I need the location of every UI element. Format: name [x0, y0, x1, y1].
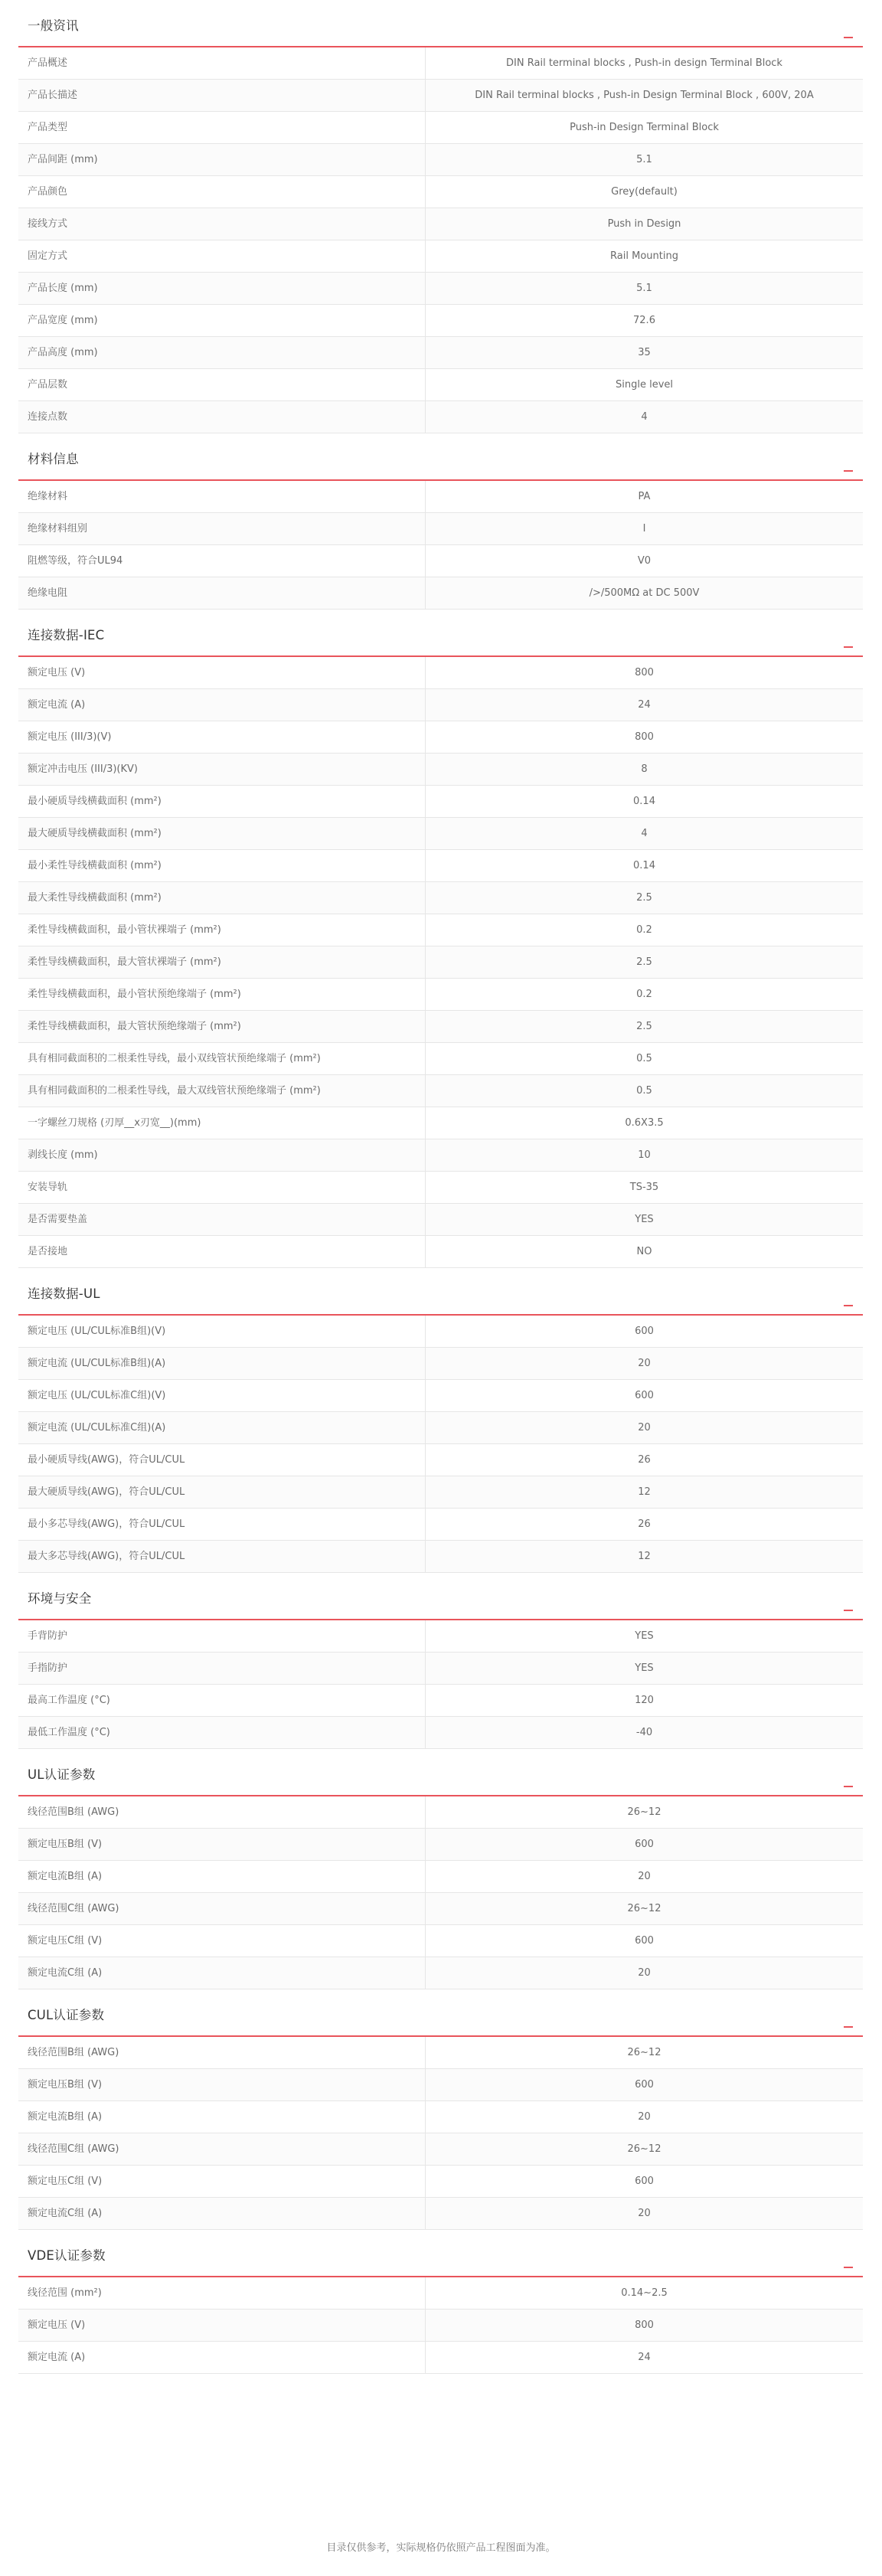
spec-label: 线径范围C组 (AWG)	[18, 1893, 426, 1924]
spec-value: 600	[635, 1839, 654, 1850]
spec-label: 连接点数	[18, 401, 426, 433]
spec-value: YES	[635, 1630, 654, 1642]
spec-value: 0.5	[636, 1053, 652, 1064]
spec-value: 0.14~2.5	[621, 2287, 668, 2299]
spec-table	[18, 47, 863, 433]
spec-section	[18, 1989, 863, 2230]
table-row	[18, 754, 863, 786]
table-row	[18, 577, 863, 610]
spec-table	[18, 2277, 863, 2374]
spec-value: 20	[638, 1358, 651, 1369]
spec-label: 额定冲击电压 (III/3)(KV)	[18, 754, 426, 785]
spec-label: 额定电压B组 (V)	[18, 2069, 426, 2100]
spec-table	[18, 657, 863, 1268]
spec-value: 600	[635, 1390, 654, 1401]
spec-label: 额定电压 (UL/CUL标准B组)(V)	[18, 1316, 426, 1347]
spec-value: 26	[638, 1518, 651, 1530]
collapse-minus-icon[interactable]	[843, 1777, 854, 1787]
spec-label: 线径范围B组 (AWG)	[18, 1796, 426, 1828]
section-title: VDE认证参数	[28, 2248, 106, 2263]
spec-section	[18, 610, 863, 1268]
table-row	[18, 112, 863, 144]
spec-label: 最小多芯导线(AWG)，符合UL/CUL	[18, 1509, 426, 1540]
spec-section	[18, 1573, 863, 1749]
spec-value: 800	[635, 731, 654, 743]
spec-label: 线径范围 (mm²)	[18, 2277, 426, 2309]
spec-value: DIN Rail terminal blocks , Push-in design Terminal Block	[506, 57, 782, 69]
spec-label: 一字螺丝刀规格 (刃厚__x刃宽__)(mm)	[18, 1107, 426, 1139]
spec-value: 26~12	[627, 1806, 662, 1818]
table-row	[18, 2310, 863, 2342]
spec-label: 额定电压 (V)	[18, 657, 426, 688]
table-row	[18, 481, 863, 513]
section-header	[18, 610, 863, 657]
table-row	[18, 850, 863, 882]
spec-label: 安装导轨	[18, 1172, 426, 1203]
spec-sections	[18, 0, 863, 2374]
table-row	[18, 208, 863, 240]
table-row	[18, 1509, 863, 1541]
spec-value: Push-in Design Terminal Block	[570, 122, 719, 133]
spec-value: 26~12	[627, 2047, 662, 2058]
section-title: 连接数据-UL	[28, 1286, 100, 1301]
spec-value: 600	[635, 2176, 654, 2187]
table-row	[18, 786, 863, 818]
spec-label: 线径范围B组 (AWG)	[18, 2037, 426, 2068]
table-row	[18, 1957, 863, 1989]
table-row	[18, 1139, 863, 1172]
table-row	[18, 1620, 863, 1652]
spec-label: 产品概述	[18, 47, 426, 79]
spec-label: 额定电流 (A)	[18, 2342, 426, 2373]
section-title: UL认证参数	[28, 1767, 96, 1782]
spec-label: 具有相同截面积的二根柔性导线，最大双线管状预绝缘端子 (mm²)	[18, 1075, 426, 1107]
table-row	[18, 337, 863, 369]
table-row	[18, 240, 863, 273]
collapse-minus-icon[interactable]	[843, 2257, 854, 2268]
section-header	[18, 1268, 863, 1316]
section-header	[18, 1573, 863, 1620]
table-row	[18, 1476, 863, 1509]
spec-label: 产品类型	[18, 112, 426, 143]
spec-label: 柔性导线横截面积，最小管状预绝缘端子 (mm²)	[18, 979, 426, 1010]
table-row	[18, 657, 863, 689]
spec-value: />/500MΩ at DC 500V	[589, 587, 700, 599]
table-row	[18, 818, 863, 850]
section-header	[18, 433, 863, 481]
spec-value: V0	[637, 555, 652, 567]
spec-value: 5.1	[636, 283, 652, 294]
spec-label: 额定电流 (UL/CUL标准B组)(A)	[18, 1348, 426, 1379]
table-row	[18, 1011, 863, 1043]
spec-value: NO	[636, 1246, 652, 1257]
section-title: 连接数据-IEC	[28, 628, 105, 642]
spec-label: 最大硬质导线(AWG)，符合UL/CUL	[18, 1476, 426, 1508]
spec-value: Grey(default)	[611, 186, 678, 198]
table-row	[18, 369, 863, 401]
spec-value: 800	[635, 667, 654, 678]
spec-value: 0.2	[636, 989, 652, 1000]
table-row	[18, 1348, 863, 1380]
table-row	[18, 1925, 863, 1957]
spec-label: 阻燃等级，符合UL94	[18, 545, 426, 577]
spec-value: 0.6X3.5	[625, 1117, 664, 1129]
spec-label: 额定电压C组 (V)	[18, 2166, 426, 2197]
spec-table	[18, 1620, 863, 1749]
spec-value: I	[642, 523, 646, 534]
section-title: 环境与安全	[28, 1591, 92, 1606]
spec-value: 26~12	[627, 1903, 662, 1914]
spec-label: 是否需要垫盖	[18, 1204, 426, 1235]
table-row	[18, 2037, 863, 2069]
spec-label: 最大多芯导线(AWG)，符合UL/CUL	[18, 1541, 426, 1572]
spec-label: 最大柔性导线横截面积 (mm²)	[18, 882, 426, 914]
table-row	[18, 144, 863, 176]
spec-value: PA	[638, 491, 651, 502]
table-row	[18, 1541, 863, 1573]
spec-label: 额定电流 (UL/CUL标准C组)(A)	[18, 1412, 426, 1443]
spec-value: 26~12	[627, 2143, 662, 2155]
spec-value: TS-35	[629, 1182, 659, 1193]
spec-label: 线径范围C组 (AWG)	[18, 2133, 426, 2165]
table-row	[18, 979, 863, 1011]
collapse-minus-icon[interactable]	[843, 28, 854, 38]
spec-value: 800	[635, 2319, 654, 2331]
section-header	[18, 2230, 863, 2277]
spec-label: 接线方式	[18, 208, 426, 240]
spec-label: 是否接地	[18, 1236, 426, 1267]
spec-label: 额定电压 (III/3)(V)	[18, 721, 426, 753]
spec-value: 2.5	[636, 892, 652, 904]
spec-label: 额定电流B组 (A)	[18, 1861, 426, 1892]
spec-label: 额定电流C组 (A)	[18, 1957, 426, 1989]
spec-value: 20	[638, 1871, 651, 1882]
spec-value: 12	[638, 1486, 651, 1498]
spec-value: 0.2	[636, 924, 652, 936]
spec-table	[18, 1316, 863, 1573]
collapse-minus-icon[interactable]	[843, 1296, 854, 1306]
spec-label: 最小硬质导线横截面积 (mm²)	[18, 786, 426, 817]
spec-value: 0.5	[636, 1085, 652, 1097]
section-header	[18, 1749, 863, 1796]
spec-value: 600	[635, 2079, 654, 2091]
spec-value: Push in Design	[607, 218, 681, 230]
spec-value: 4	[641, 828, 648, 839]
table-row	[18, 2069, 863, 2101]
table-row	[18, 305, 863, 337]
spec-value: 24	[638, 699, 651, 711]
table-row	[18, 2133, 863, 2166]
spec-label: 产品长描述	[18, 80, 426, 111]
section-title: CUL认证参数	[28, 2008, 105, 2022]
table-row	[18, 1717, 863, 1749]
spec-label: 产品宽度 (mm)	[18, 305, 426, 336]
spec-section	[18, 1268, 863, 1573]
spec-value: 0.14	[633, 796, 655, 807]
spec-label: 最高工作温度 (°C)	[18, 1685, 426, 1716]
table-row	[18, 545, 863, 577]
spec-table	[18, 1796, 863, 1989]
collapse-minus-icon[interactable]	[843, 1600, 854, 1611]
spec-label: 产品颜色	[18, 176, 426, 208]
spec-label: 柔性导线横截面积，最大管状预绝缘端子 (mm²)	[18, 1011, 426, 1042]
spec-label: 额定电压 (UL/CUL标准C组)(V)	[18, 1380, 426, 1411]
table-row	[18, 176, 863, 208]
spec-label: 额定电压C组 (V)	[18, 1925, 426, 1957]
table-row	[18, 47, 863, 80]
table-row	[18, 914, 863, 946]
spec-value: 35	[638, 347, 651, 358]
spec-label: 柔性导线横截面积，最大管状裸端子 (mm²)	[18, 946, 426, 978]
spec-label: 产品间距 (mm)	[18, 144, 426, 175]
spec-label: 额定电流B组 (A)	[18, 2101, 426, 2133]
table-row	[18, 946, 863, 979]
table-row	[18, 2101, 863, 2133]
table-row	[18, 273, 863, 305]
table-row	[18, 1172, 863, 1204]
spec-value: 8	[641, 763, 648, 775]
collapse-minus-icon[interactable]	[843, 2017, 854, 2028]
spec-value: 20	[638, 1422, 651, 1433]
collapse-minus-icon[interactable]	[843, 461, 854, 472]
table-row	[18, 1796, 863, 1829]
spec-value: 600	[635, 1935, 654, 1947]
table-row	[18, 721, 863, 754]
table-row	[18, 1107, 863, 1139]
spec-value: 72.6	[633, 315, 655, 326]
table-row	[18, 80, 863, 112]
spec-label: 固定方式	[18, 240, 426, 272]
collapse-minus-icon[interactable]	[843, 637, 854, 648]
spec-value: 600	[635, 1326, 654, 1337]
spec-label: 绝缘材料组别	[18, 513, 426, 544]
spec-label: 额定电压B组 (V)	[18, 1829, 426, 1860]
section-title: 材料信息	[28, 452, 79, 466]
table-row	[18, 2277, 863, 2310]
spec-label: 绝缘电阻	[18, 577, 426, 609]
spec-label: 绝缘材料	[18, 481, 426, 512]
table-row	[18, 1412, 863, 1444]
spec-value: 10	[638, 1149, 651, 1161]
spec-label: 额定电流 (A)	[18, 689, 426, 721]
spec-value: Rail Mounting	[610, 250, 678, 262]
spec-value: 26	[638, 1454, 651, 1466]
spec-value: 120	[635, 1695, 654, 1706]
table-row	[18, 1316, 863, 1348]
table-row	[18, 1444, 863, 1476]
spec-section	[18, 0, 863, 433]
spec-label: 额定电流C组 (A)	[18, 2198, 426, 2229]
table-row	[18, 1204, 863, 1236]
spec-label: 产品长度 (mm)	[18, 273, 426, 304]
spec-value: 2.5	[636, 1021, 652, 1032]
spec-section	[18, 1749, 863, 1989]
spec-value: 5.1	[636, 154, 652, 165]
spec-table	[18, 2037, 863, 2230]
spec-value: 20	[638, 2208, 651, 2219]
spec-label: 手指防护	[18, 1652, 426, 1684]
spec-label: 最小柔性导线横截面积 (mm²)	[18, 850, 426, 881]
spec-value: YES	[635, 1214, 654, 1225]
spec-label: 最小硬质导线(AWG)，符合UL/CUL	[18, 1444, 426, 1476]
table-row	[18, 1685, 863, 1717]
table-row	[18, 2166, 863, 2198]
spec-value: -40	[635, 1727, 653, 1738]
table-row	[18, 2342, 863, 2374]
table-row	[18, 1829, 863, 1861]
section-header	[18, 1989, 863, 2037]
table-row	[18, 1893, 863, 1925]
spec-value: 20	[638, 1967, 651, 1979]
section-header	[18, 0, 863, 47]
spec-label: 具有相同截面积的二根柔性导线，最小双线管状预绝缘端子 (mm²)	[18, 1043, 426, 1074]
spec-value: YES	[635, 1662, 654, 1674]
table-row	[18, 1236, 863, 1268]
spec-label: 最大硬质导线横截面积 (mm²)	[18, 818, 426, 849]
footer-note: 目录仅供参考，实际规格仍依照产品工程图面为准。	[326, 2542, 556, 2554]
spec-label: 额定电压 (V)	[18, 2310, 426, 2341]
table-row	[18, 1043, 863, 1075]
spec-value: 4	[641, 411, 648, 423]
spec-label: 手背防护	[18, 1620, 426, 1652]
table-row	[18, 1861, 863, 1893]
table-row	[18, 2198, 863, 2230]
spec-label: 柔性导线横截面积，最小管状裸端子 (mm²)	[18, 914, 426, 946]
table-row	[18, 882, 863, 914]
table-row	[18, 513, 863, 545]
spec-section	[18, 2230, 863, 2374]
spec-value: 12	[638, 1551, 651, 1562]
spec-value: 0.14	[633, 860, 655, 871]
spec-label: 剥线长度 (mm)	[18, 1139, 426, 1171]
spec-label: 最低工作温度 (°C)	[18, 1717, 426, 1748]
spec-value: Single level	[615, 379, 673, 391]
spec-value: 20	[638, 2111, 651, 2123]
table-row	[18, 1075, 863, 1107]
spec-value: DIN Rail terminal blocks , Push-in Design Terminal Block , 600V, 20A	[475, 90, 814, 101]
spec-table	[18, 481, 863, 610]
spec-section	[18, 433, 863, 610]
table-row	[18, 1380, 863, 1412]
section-title: 一般资讯	[28, 18, 79, 33]
spec-value: 2.5	[636, 956, 652, 968]
table-row	[18, 689, 863, 721]
spec-label: 产品层数	[18, 369, 426, 400]
spec-value: 24	[638, 2352, 651, 2363]
table-row	[18, 1652, 863, 1685]
table-row	[18, 401, 863, 433]
spec-label: 产品高度 (mm)	[18, 337, 426, 368]
